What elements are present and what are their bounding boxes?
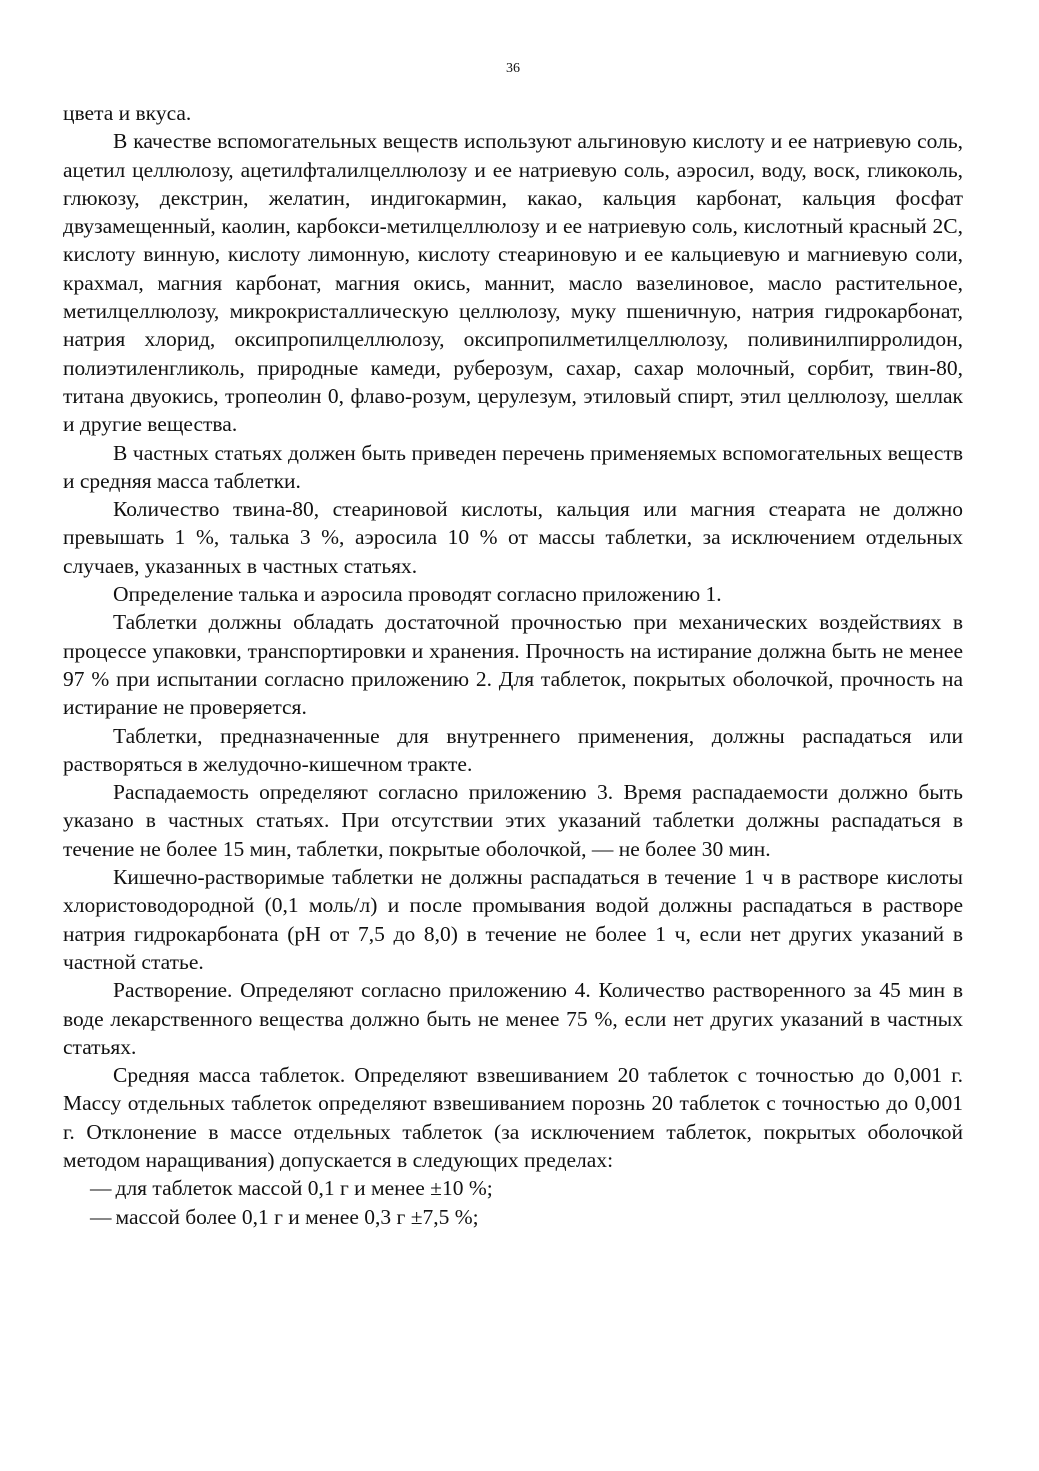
paragraph: Средняя масса таблеток. Определяют взвешиванием 20 таблеток с точностью до 0,001 г. Массу отдельных таблеток определяют взвешиванием порознь 20 таблеток с точностью до 0,001 г. Отклонение в массе отдельных таблеток (за исключением таблеток, покрытых оболочкой методом наращивания) допускается в следующих пределах: — [63, 1063, 963, 1172]
paragraph: цвета и вкуса. — [63, 101, 192, 125]
document-page — [63, 60, 963, 1231]
paragraph: В частных статьях должен быть приведен перечень применяемых вспомогательных веществ и средняя масса таблетки. — [63, 440, 963, 493]
paragraph: В качестве вспомогательных веществ используют альгиновую кислоту и ее натриевую соль, ацетил целлюлозу, ацетилфталилцеллюлозу и ее натриевую соль, аэросил, воду, воск, гликоколь, глюкозу, декстрин, желатин, индигокармин, какао, кальция карбонат, кальция фосфат двузамещенный, каолин, карбокси-метилцеллюлозу и ее натриевую соль, кислотный красный 2С, кислоту винную, кислоту лимонную, кислоту стеариновую и ее кальциевую и магниевую соли, крахмал, магния карбонат, магния окись, маннит, масло вазелиновое, масло растительное, метилцеллюлозу, микрокристаллическую целлюлозу, муку пшеничную, натрия гидрокарбонат, натрия хлорид, оксипропилцеллюлозу, оксипропилметилцеллюлозу, поливинилпирролидон, полиэтиленгликоль, природные камеди, руберозум, сахар, сахар молочный, сорбит, твин-80, титана двуокись, тропеолин 0, флаво-розум, церулезум, этиловый спирт, этил целлюлозу, шеллак и другие вещества. — [63, 129, 963, 437]
paragraph: Определение талька и аэросила проводят согласно приложению 1. — [113, 582, 722, 607]
list-item — [63, 1174, 963, 1202]
list-dash: — — [90, 1176, 112, 1201]
page-number: 36 — [506, 61, 520, 76]
paragraph: Растворение. Определяют согласно приложению 4. Количество растворенного за 45 мин в воде лекарственного вещества должно быть не менее 75 %, если нет других указаний в частных статьях. — [63, 978, 963, 1059]
list-item-text: массой более 0,1 г и менее 0,3 г ±7,5 %; — [115, 1204, 479, 1229]
list-item — [63, 1203, 963, 1231]
paragraphs — [63, 99, 963, 1174]
paragraph: Количество твина-80, стеариновой кислоты, кальция или магния стеарата не должно превышать 1 %, талька 3 %, аэросила 10 % от массы таблетки, за исключением отдельных случаев, указанных в частных статьях. — [63, 497, 963, 578]
list-item-text: для таблеток массой 0,1 г и менее ±10 %; — [115, 1176, 493, 1201]
paragraph: Распадаемость определяют согласно приложению 3. Время распадаемости должно быть указано в частных статьях. При отсутствии этих указаний таблетки должны распадаться в течение не более 15 мин, таблетки, покрытые оболочкой, — не более 30 мин. — [63, 780, 963, 861]
list-dash: — — [90, 1204, 112, 1229]
paragraph: Таблетки должны обладать достаточной прочностью при механических воздействиях в процессе упаковки, транспортировки и хранения. Прочность на истирание должна быть не менее 97 % при испытании согласно приложению 2. Для таблеток, покрытых оболочкой, прочность на истирание не проверяется. — [63, 610, 963, 720]
paragraph: Таблетки, предназначенные для внутреннего применения, должны распадаться или растворяться в желудочно-кишечном тракте. — [63, 723, 963, 776]
deviation-list — [63, 1174, 963, 1231]
paragraph: Кишечно-растворимые таблетки не должны распадаться в течение 1 ч в растворе кислоты хлористоводородной (0,1 моль/л) и после промывания водой должны распадаться в растворе натрия гидрокарбоната (рН от 7,5 до 8,0) в течение не более 1 ч, если нет других указаний в частной статье. — [63, 865, 963, 974]
